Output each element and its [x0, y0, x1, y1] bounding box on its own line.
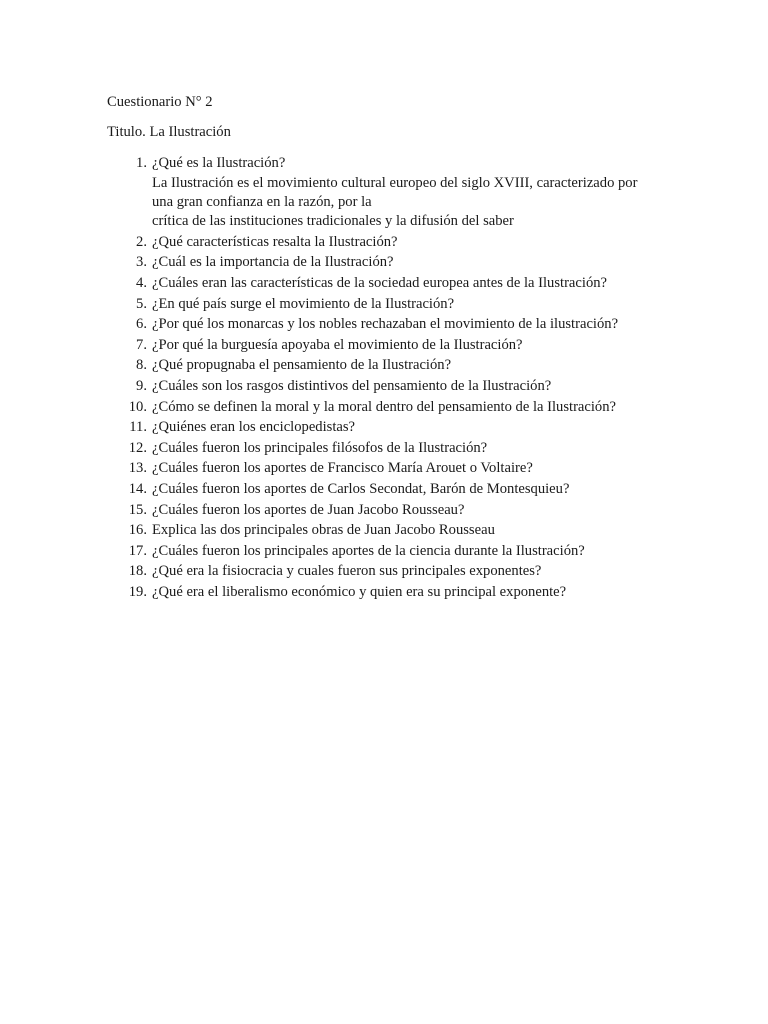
question-item: [107, 376, 667, 397]
question-number: 1.: [136, 155, 147, 171]
question-item: [107, 153, 667, 232]
document-subtitle: Titulo. La Ilustración: [107, 124, 231, 140]
answer-line: crítica de las instituciones tradicionales y la difusión del saber: [152, 213, 514, 230]
question-text: ¿En qué país surge el movimiento de la Ilustración?: [152, 295, 455, 312]
question-item: [107, 232, 667, 253]
question-number: 14.: [128, 480, 147, 497]
question-item: [107, 520, 667, 541]
question-item: [107, 294, 667, 315]
question-text: ¿Cuáles eran las características de la sociedad europea antes de la Ilustración?: [152, 275, 608, 291]
question-number: 2.: [136, 233, 147, 250]
question-text: ¿Cuáles fueron los aportes de Juan Jacobo Rousseau?: [152, 501, 465, 518]
question-text: ¿Por qué los monarcas y los nobles rechazaban el movimiento de la ilustración?: [152, 316, 619, 333]
question-number: 16.: [128, 522, 147, 539]
question-text: ¿Qué características resalta la Ilustración?: [152, 233, 398, 250]
question-text: ¿Por qué la burguesía apoyaba el movimiento de la Ilustración?: [152, 336, 523, 353]
question-number: 9.: [136, 377, 147, 394]
question-number: 17.: [128, 542, 147, 559]
question-item: [107, 561, 667, 582]
document-title: Cuestionario N° 2: [107, 94, 213, 110]
question-text: ¿Cuáles fueron los principales aportes de la ciencia durante la Ilustración?: [152, 542, 585, 559]
question-text: ¿Quiénes eran los enciclopedistas?: [152, 419, 356, 436]
question-item: [107, 335, 667, 356]
question-item: [107, 355, 667, 376]
question-item: [107, 541, 667, 562]
question-item: [107, 273, 667, 294]
question-number: 19.: [128, 583, 147, 600]
question-number: 15.: [128, 501, 147, 518]
question-text: ¿Cuáles fueron los principales filósofos de la Ilustración?: [152, 439, 488, 456]
question-text: ¿Cómo se definen la moral y la moral dentro del pensamiento de la Ilustración?: [152, 398, 617, 415]
question-text: Explica las dos principales obras de Juan Jacobo Rousseau: [152, 522, 495, 539]
question-text: ¿Cuáles fueron los aportes de Carlos Secondat, Barón de Montesquieu?: [152, 480, 570, 497]
question-number: 3.: [136, 254, 147, 271]
question-item: [107, 582, 667, 603]
question-list: [107, 153, 667, 603]
question-text: ¿Qué es la Ilustración?: [152, 155, 286, 171]
question-item: [107, 417, 667, 438]
question-number: 4.: [136, 275, 147, 291]
question-item: [107, 479, 667, 500]
question-text: ¿Qué propugnaba el pensamiento de la Ilustración?: [152, 357, 452, 374]
question-item: [107, 397, 667, 418]
question-item: [107, 458, 667, 479]
question-number: 5.: [136, 295, 147, 312]
question-number: 13.: [128, 460, 147, 477]
question-item: [107, 314, 667, 335]
question-text: ¿Cuál es la importancia de la Ilustración?: [152, 254, 394, 271]
question-number: 7.: [136, 336, 147, 353]
question-item: [107, 500, 667, 521]
answer-text: [152, 174, 662, 232]
question-item: [107, 252, 667, 273]
question-number: 12.: [128, 439, 147, 456]
question-number: 6.: [136, 316, 147, 333]
question-number: 18.: [128, 563, 147, 580]
question-number: 10.: [128, 398, 147, 415]
question-text: ¿Cuáles fueron los aportes de Francisco María Arouet o Voltaire?: [152, 460, 533, 477]
question-number: 8.: [136, 357, 147, 374]
question-item: [107, 438, 667, 459]
question-text: ¿Qué era la fisiocracia y cuales fueron sus principales exponentes?: [152, 563, 542, 580]
question-text: ¿Cuáles son los rasgos distintivos del pensamiento de la Ilustración?: [152, 377, 552, 394]
question-number: 11.: [129, 419, 147, 436]
answer-line: La Ilustración es el movimiento cultural europeo del siglo XVIII, caracterizado por: [152, 174, 638, 191]
question-text: ¿Qué era el liberalismo económico y quien era su principal exponente?: [152, 583, 567, 600]
answer-line: una gran confianza en la razón, por la: [152, 194, 372, 210]
